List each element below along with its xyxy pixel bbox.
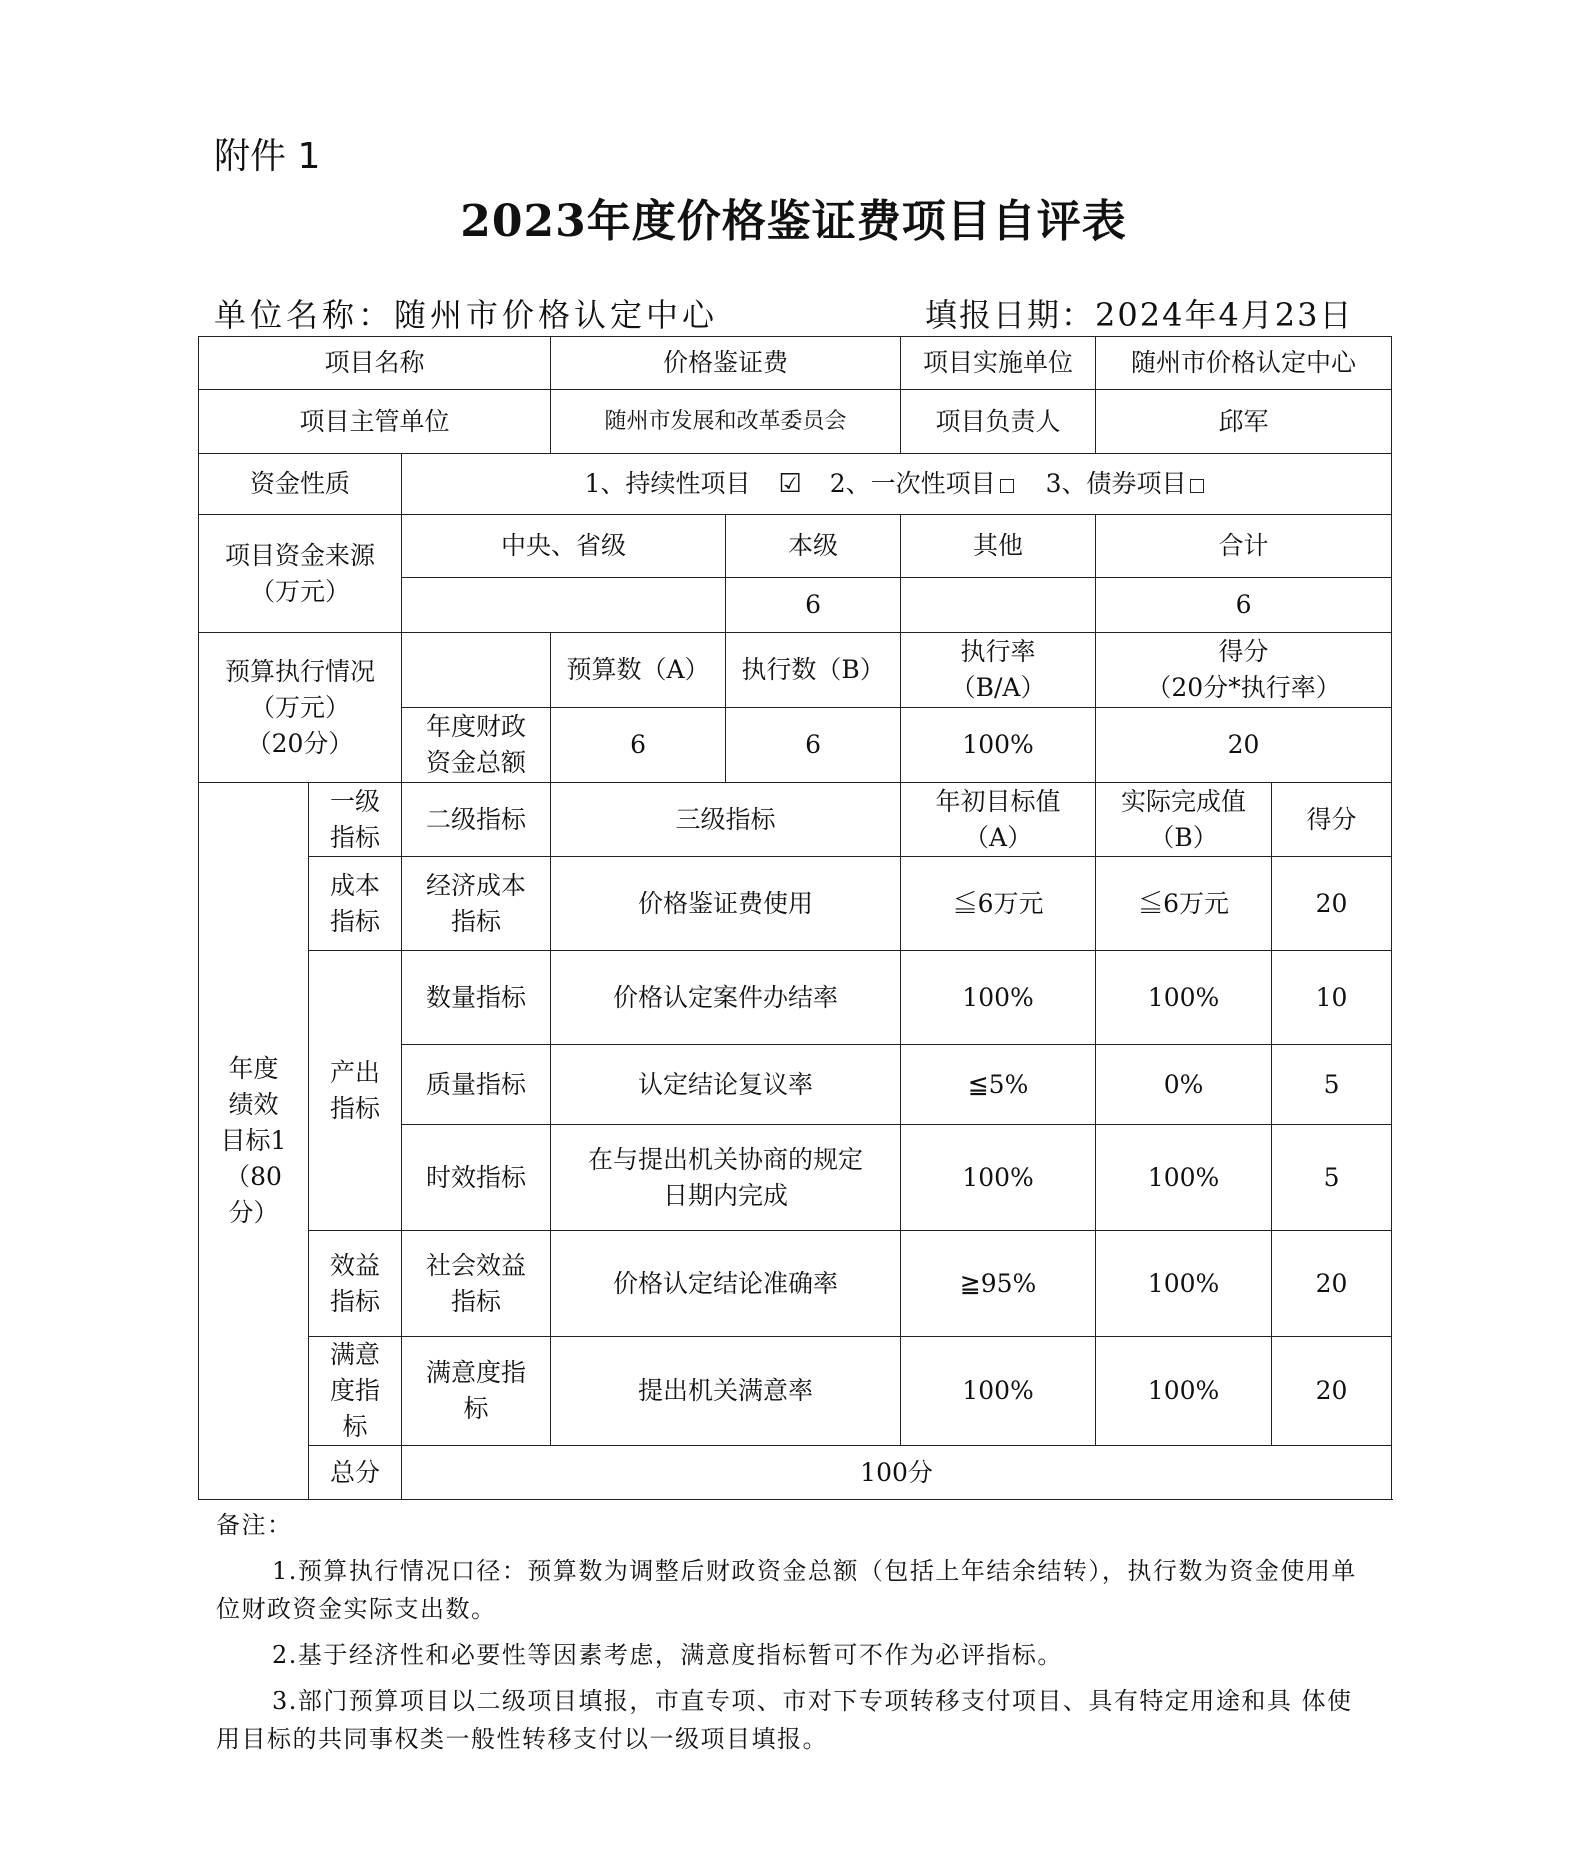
- time-target: 100%: [901, 1125, 1096, 1231]
- report-date: 填报日期：2024年4月23日: [925, 296, 1354, 334]
- quality-level2: 质量指标: [402, 1045, 551, 1125]
- budget-value-rate: 100%: [901, 708, 1096, 783]
- budget-col-a: 预算数（A）: [551, 633, 726, 708]
- fund-source-label: 项目资金来源（万元）: [199, 515, 402, 633]
- project-name-value: 价格鉴证费: [551, 337, 901, 390]
- budget-col-score: 得分 （20分*执行率）: [1096, 633, 1392, 708]
- time-actual: 100%: [1096, 1125, 1272, 1231]
- time-score: 5: [1272, 1125, 1392, 1231]
- source-val-local: 6: [726, 578, 901, 633]
- source-col-local: 本级: [726, 515, 901, 578]
- benefit-score: 20: [1272, 1231, 1392, 1337]
- quality-actual: 0%: [1096, 1045, 1272, 1125]
- qty-target: 100%: [901, 951, 1096, 1045]
- time-level2: 时效指标: [402, 1125, 551, 1231]
- source-val-total: 6: [1096, 578, 1392, 633]
- unit-name: 单位名称：随州市价格认定中心: [214, 296, 719, 334]
- attachment-label: 附件 1: [214, 136, 321, 177]
- benefit-target: ≧95%: [901, 1231, 1096, 1337]
- note-2: 2.基于经济性和必要性等因素考虑，满意度指标暂可不作为必评指标。: [272, 1641, 1063, 1669]
- cost-target: ≦6万元: [901, 857, 1096, 951]
- mgmt-unit-label: 项目主管单位: [199, 390, 551, 454]
- qty-actual: 100%: [1096, 951, 1272, 1045]
- unchecked-box-icon: [1190, 479, 1204, 493]
- qty-level3: 价格认定案件办结率: [551, 951, 901, 1045]
- page-title: 2023年度价格鉴证费项目自评表: [460, 196, 1127, 247]
- budget-exec-label: 预算执行情况 （万元） （20分）: [199, 633, 402, 783]
- cost-actual: ≦6万元: [1096, 857, 1272, 951]
- cost-level3: 价格鉴证费使用: [551, 857, 901, 951]
- option-bond: 3、债券项目: [1046, 469, 1209, 498]
- fund-nature-label: 资金性质: [199, 454, 402, 515]
- head-level2: 二级指标: [402, 783, 551, 857]
- satisfaction-target: 100%: [901, 1337, 1096, 1446]
- mgmt-unit-value: 随州市发展和改革委员会: [551, 390, 901, 454]
- source-val-other: [901, 578, 1096, 633]
- checked-box-icon: ☑: [778, 469, 802, 499]
- cost-level1: 成本 指标: [309, 857, 402, 951]
- head-level3: 三级指标: [551, 783, 901, 857]
- output-level1: 产出 指标: [309, 951, 402, 1231]
- time-level3: 在与提出机关协商的规定 日期内完成: [551, 1125, 901, 1231]
- budget-col-rate: 执行率 （B/A）: [901, 633, 1096, 708]
- satisfaction-score: 20: [1272, 1337, 1392, 1446]
- perf-goal-label: 年度 绩效 目标1 （80 分）: [199, 783, 309, 1500]
- qty-level2: 数量指标: [402, 951, 551, 1045]
- source-col-central: 中央、省级: [402, 515, 726, 578]
- project-leader-label: 项目负责人: [901, 390, 1096, 454]
- cost-level2: 经济成本 指标: [402, 857, 551, 951]
- fund-nature-options: [402, 454, 1392, 515]
- source-val-central: [402, 578, 726, 633]
- project-name-label: 项目名称: [199, 337, 551, 390]
- benefit-level1: 效益 指标: [309, 1231, 402, 1337]
- self-evaluation-table: [198, 336, 1392, 1500]
- impl-unit-label: 项目实施单位: [901, 337, 1096, 390]
- budget-value-a: 6: [551, 708, 726, 783]
- notes-section: [216, 1506, 1366, 1758]
- budget-col-b: 执行数（B）: [726, 633, 901, 708]
- project-leader-value: 邱军: [1096, 390, 1392, 454]
- benefit-level2: 社会效益 指标: [402, 1231, 551, 1337]
- head-target: 年初目标值 （A）: [901, 783, 1096, 857]
- total-label: 总分: [309, 1446, 402, 1500]
- benefit-actual: 100%: [1096, 1231, 1272, 1337]
- option-one-time: 2、一次性项目: [830, 469, 1018, 498]
- total-value: 100分: [402, 1446, 1392, 1500]
- note-1: 1.预算执行情况口径：预算数为调整后财政资金总额（包括上年结余结转），执行数为资金使用单位财政资金实际支出数。: [216, 1557, 1357, 1623]
- cost-score: 20: [1272, 857, 1392, 951]
- quality-level3: 认定结论复议率: [551, 1045, 901, 1125]
- satisfaction-level1: 满意 度指 标: [309, 1337, 402, 1446]
- budget-value-score: 20: [1096, 708, 1392, 783]
- unchecked-box-icon: [1000, 479, 1014, 493]
- satisfaction-level2: 满意度指 标: [402, 1337, 551, 1446]
- source-col-other: 其他: [901, 515, 1096, 578]
- qty-score: 10: [1272, 951, 1392, 1045]
- head-actual: 实际完成值 （B）: [1096, 783, 1272, 857]
- budget-empty-header: [402, 633, 551, 708]
- notes-title: 备注：: [216, 1511, 293, 1539]
- quality-target: ≦5%: [901, 1045, 1096, 1125]
- budget-value-b: 6: [726, 708, 901, 783]
- benefit-level3: 价格认定结论准确率: [551, 1231, 901, 1337]
- impl-unit-value: 随州市价格认定中心: [1096, 337, 1392, 390]
- satisfaction-level3: 提出机关满意率: [551, 1337, 901, 1446]
- satisfaction-actual: 100%: [1096, 1337, 1272, 1446]
- head-level1: 一级 指标: [309, 783, 402, 857]
- option-continuous: 1、持续性项目: [584, 469, 751, 498]
- head-score: 得分: [1272, 783, 1392, 857]
- note-3: 3.部门预算项目以二级项目填报，市直专项、市对下专项转移支付项目、具有特定用途和具 体使用目标的共同事权类一般性转移支付以一级项目填报。: [216, 1687, 1353, 1753]
- budget-row-label: 年度财政 资金总额: [402, 708, 551, 783]
- source-col-total: 合计: [1096, 515, 1392, 578]
- quality-score: 5: [1272, 1045, 1392, 1125]
